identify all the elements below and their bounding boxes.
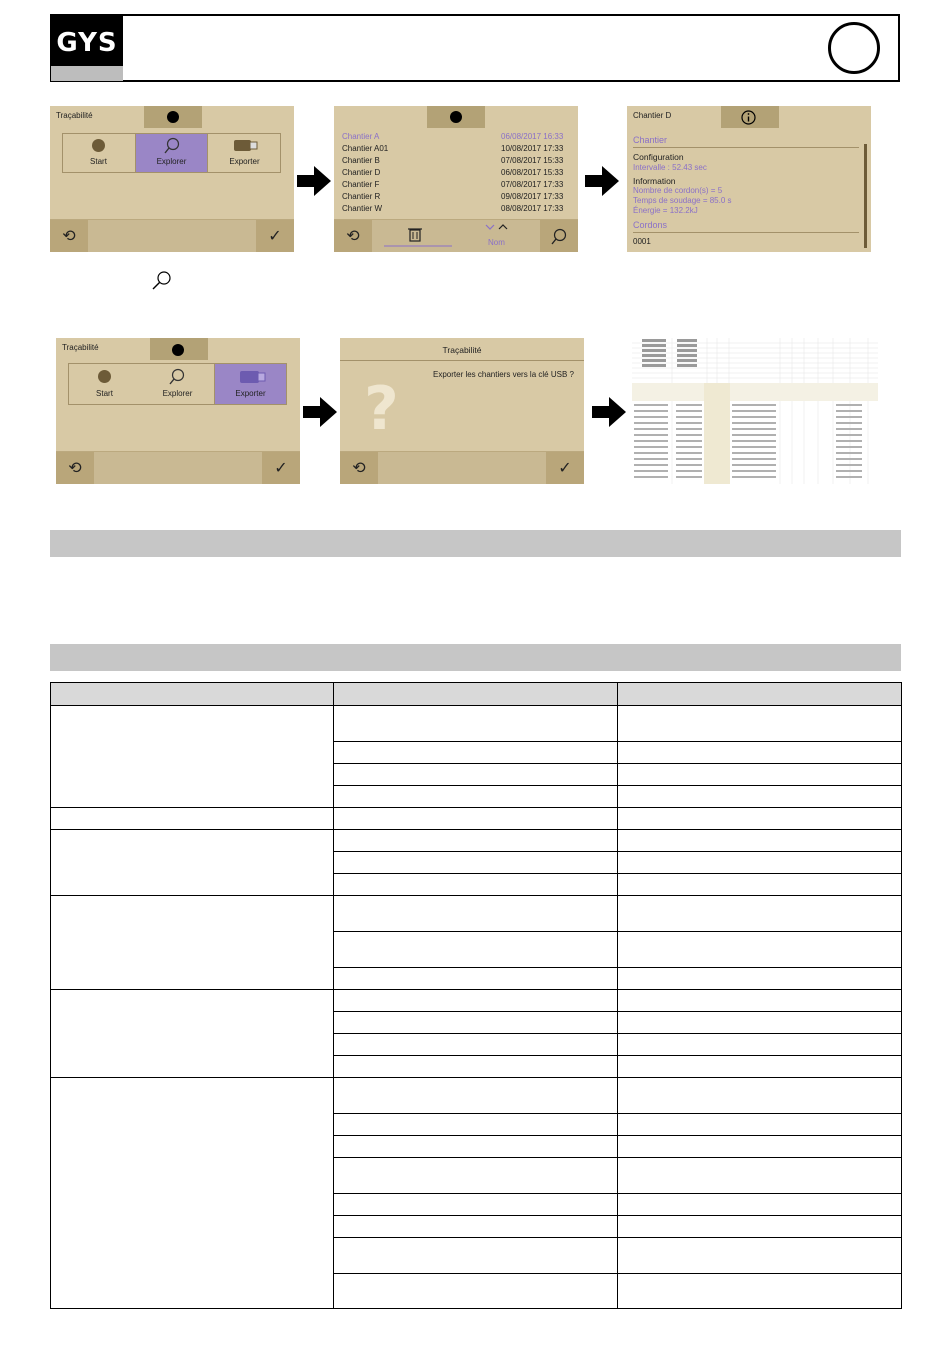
site-date: 06/08/2017 16:33 [501,132,564,141]
screen-site-list [334,106,578,252]
table-cell [334,1216,618,1238]
info-line: Nombre de cordon(s) = 5 [633,186,723,195]
spreadsheet-thumbnail [632,338,878,484]
check-icon: ✓ [268,228,282,245]
divider [633,147,859,148]
table-cell [334,1238,618,1274]
screen-export-confirm [340,338,584,484]
table-cell [51,830,334,896]
section-bar-2 [50,644,901,671]
check-icon: ✓ [274,460,288,477]
screen-title: Traçabilité [62,343,99,352]
table-cell [334,874,618,896]
record-dot-icon [450,111,462,123]
table-cell [334,968,618,990]
config-heading: Configuration [633,152,684,162]
config-line: Intervalle : 52.43 sec [633,163,707,172]
table-cell [334,990,618,1012]
table-row [51,896,902,932]
cordon-item[interactable]: 0001 [633,237,651,246]
site-date: 09/08/2017 17:33 [501,192,564,201]
search-icon [168,368,186,386]
table-row [51,706,902,742]
back-icon: ⟲ [346,228,360,245]
site-name[interactable]: Chantier R [342,192,381,201]
search-icon [163,137,181,155]
table-header-cell [334,683,618,706]
table-cell [334,1056,618,1078]
arrow-right-icon [303,397,337,427]
table-cell [51,808,334,830]
table-cell [618,1012,902,1034]
site-date: 08/08/2017 17:33 [501,204,564,213]
table-cell [334,764,618,786]
menu-label-explorer[interactable]: Explorer [162,389,193,398]
table-row [51,830,902,852]
table-cell [334,932,618,968]
data-table [50,682,902,1309]
table-cell [51,990,334,1078]
check-icon: ✓ [558,460,572,477]
info-line: Énergie = 132.2kJ [633,206,698,215]
table-cell [618,1274,902,1309]
ok-button[interactable] [262,452,300,484]
site-date: 07/08/2017 17:33 [501,180,564,189]
table-cell [51,896,334,990]
table-cell [618,896,902,932]
table-cell [334,1012,618,1034]
menu-label-start[interactable]: Start [90,157,107,166]
question-icon: ? [364,374,399,444]
table-cell [334,808,618,830]
ok-button[interactable] [546,452,584,484]
table-cell [618,706,902,742]
site-name[interactable]: Chantier A [342,132,380,141]
screen-tracabilite-explorer [50,106,294,252]
spreadsheet-image [632,338,878,484]
table-cell [618,1078,902,1114]
table-cell [618,990,902,1012]
divider [633,232,859,233]
table-header-row [51,683,902,706]
page-header-frame [50,14,900,82]
table-cell [618,1194,902,1216]
table-row [51,990,902,1012]
table-cell [334,852,618,874]
usb-icon [240,371,266,383]
menu-label-explorer[interactable]: Explorer [156,157,187,166]
table-cell [334,1078,618,1114]
table-cell [618,1114,902,1136]
divider [340,360,584,361]
record-dot-icon [167,111,179,123]
logo-band [51,66,123,81]
circle-icon [98,370,111,383]
table-cell [618,1216,902,1238]
table-cell [618,742,902,764]
back-button[interactable] [50,220,88,252]
back-button[interactable] [334,220,372,252]
table-cell [334,1194,618,1216]
site-date: 10/08/2017 17:33 [501,144,564,153]
table-row [51,1078,902,1114]
site-date: 06/08/2017 15:33 [501,168,564,177]
table-cell [618,932,902,968]
section-bar-1 [50,530,901,557]
table-cell [618,1158,902,1194]
site-name[interactable]: Chantier F [342,180,380,189]
menu-label-exporter[interactable]: Exporter [229,157,260,166]
header-circle-icon [828,22,880,74]
screen-tracabilite-exporter [56,338,300,484]
usb-icon [234,140,258,151]
site-date: 07/08/2017 15:33 [501,156,564,165]
info-icon[interactable] [741,110,756,125]
table-cell [334,706,618,742]
table-cell [334,786,618,808]
menu-label-start[interactable]: Start [96,389,113,398]
table-cell [618,968,902,990]
screen-site-detail [627,106,871,252]
info-heading: Information [633,176,676,186]
table-cell [618,786,902,808]
table-cell [618,1034,902,1056]
arrow-right-icon [297,166,331,196]
trash-icon [408,226,422,242]
menu-exporter-selected[interactable] [214,363,287,405]
back-icon: ⟲ [68,460,82,477]
arrow-right-icon [585,166,619,196]
screen-title: Chantier D [633,111,672,120]
table-cell [334,1274,618,1309]
export-question: Exporter les chantiers vers la clé USB ? [433,370,574,379]
record-dot-icon [172,344,184,356]
table-cell [618,808,902,830]
back-button[interactable] [340,452,378,484]
sort-chevrons-icon[interactable] [485,223,509,231]
screen-title: Traçabilité [56,111,93,120]
table-cell [618,1238,902,1274]
table-cell [334,1034,618,1056]
back-button[interactable] [56,452,94,484]
table-header-cell [51,683,334,706]
table-row [51,808,902,830]
cordons-heading: Cordons [633,220,668,230]
circle-icon [92,139,105,152]
table-cell [618,1056,902,1078]
table-header-cell [618,683,902,706]
search-icon [151,270,173,290]
logo-text: GYS [56,28,118,58]
screen-title: Traçabilité [442,345,482,355]
table-cell [618,830,902,852]
site-name[interactable]: Chantier W [342,204,383,213]
site-name[interactable]: Chantier B [342,156,380,165]
table-cell [618,852,902,874]
info-line: Temps de soudage = 85.0 s [633,196,732,205]
table-cell [334,830,618,852]
back-icon: ⟲ [62,228,76,245]
table-cell [618,1136,902,1158]
table-cell [334,742,618,764]
table-cell [334,1136,618,1158]
menu-label-exporter[interactable]: Exporter [235,389,266,398]
table-cell [334,1158,618,1194]
table-cell [618,874,902,896]
back-icon: ⟲ [352,460,366,477]
table-cell [618,764,902,786]
scrollbar[interactable] [864,144,867,248]
site-name[interactable]: Chantier A01 [342,144,389,153]
table-cell [334,896,618,932]
table-cell [51,1078,334,1309]
arrow-right-icon [592,397,626,427]
table-cell [51,706,334,808]
ok-button[interactable] [256,220,294,252]
sort-label[interactable]: Nom [488,238,505,247]
site-name[interactable]: Chantier D [342,168,381,177]
section-chantier: Chantier [633,135,668,145]
table-cell [334,1114,618,1136]
search-icon [550,228,568,246]
